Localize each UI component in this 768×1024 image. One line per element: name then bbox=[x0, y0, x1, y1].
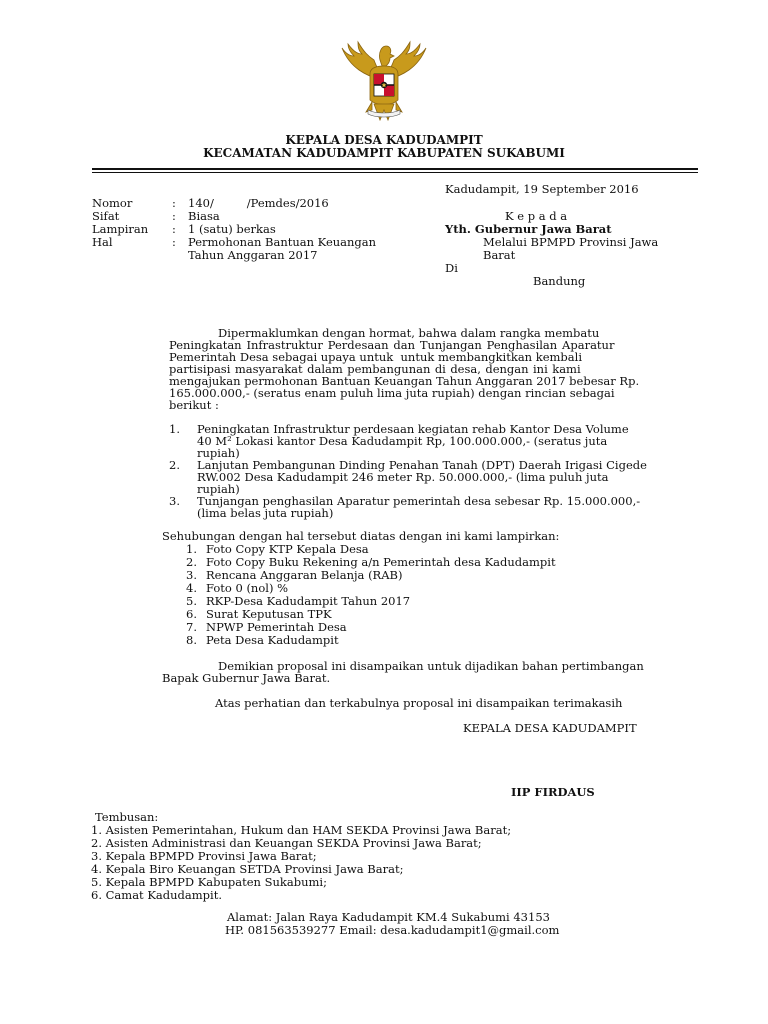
meta-colon: : bbox=[172, 209, 176, 223]
garuda-emblem bbox=[336, 40, 432, 124]
attachment-item: Foto Copy Buku Rekening a/n Pemerintah desa Kadudampit bbox=[206, 555, 556, 569]
meta-colon: : bbox=[172, 196, 176, 210]
detail-item-line: Lanjutan Pembangunan Dinding Penahan Tanah (DPT) Daerah Irigasi Cigede bbox=[197, 458, 647, 472]
meta-value-lampiran: 1 (satu) berkas bbox=[188, 222, 276, 236]
meta-value-sifat: Biasa bbox=[188, 209, 220, 223]
attachment-item: Rencana Anggaran Belanja (RAB) bbox=[206, 568, 403, 582]
letterhead-title: KEPALA DESA KADUDAMPIT bbox=[285, 133, 483, 147]
recipient-via-line2: Barat bbox=[483, 248, 516, 262]
detail-item-line: rupiah) bbox=[197, 482, 240, 496]
detail-item-line: Peningkatan Infrastruktur perdesaan kegiatan rehab Kantor Desa Volume bbox=[197, 422, 629, 436]
attachment-item: NPWP Pemerintah Desa bbox=[206, 620, 347, 634]
closing-line: Bapak Gubernur Jawa Barat. bbox=[162, 671, 331, 685]
footer-contact: HP. 081563539277 Email: desa.kadudampit1@gmail.com bbox=[225, 923, 560, 937]
tembusan-item: 5. Kepala BPMPD Kabupaten Sukabumi; bbox=[91, 875, 327, 889]
detail-number: 2. bbox=[169, 458, 180, 472]
recipient-yth: Yth. Gubernur Jawa Barat bbox=[445, 222, 612, 236]
tembusan-item: 4. Kepala Biro Keuangan SETDA Provinsi Jawa Barat; bbox=[91, 862, 404, 876]
recipient-di: Di bbox=[445, 261, 458, 275]
meta-label-lampiran: Lampiran bbox=[92, 222, 149, 236]
attachment-item: Surat Keputusan TPK bbox=[206, 607, 332, 621]
attachments-intro: Sehubungan dengan hal tersebut diatas dengan ini kami lampirkan: bbox=[162, 529, 560, 543]
letterhead-rule-thin bbox=[92, 172, 698, 173]
recipient-kepada: K e p a d a bbox=[505, 209, 568, 223]
attachment-number: 3. bbox=[186, 568, 197, 582]
detail-item-line: rupiah) bbox=[197, 446, 240, 460]
body-paragraph-line: Dipermaklumkan dengan hormat, bahwa dalam rangka membatu bbox=[218, 326, 600, 340]
detail-number: 3. bbox=[169, 494, 180, 508]
place-date: Kadudampit, 19 September 2016 bbox=[445, 182, 639, 196]
letterhead-subtitle: KECAMATAN KADUDAMPIT KABUPATEN SUKABUMI bbox=[203, 146, 565, 160]
body-paragraph-line: 165.000.000,- (seratus enam puluh lima juta rupiah) dengan rincian sebagai bbox=[169, 386, 615, 400]
detail-item-line: (lima belas juta rupiah) bbox=[197, 506, 334, 520]
body-paragraph-line: berikut : bbox=[169, 398, 219, 412]
body-paragraph-line: mengajukan permohonan Bantuan Keuangan Tahun Anggaran 2017 bebesar Rp. bbox=[169, 374, 640, 388]
meta-value-hal: Permohonan Bantuan Keuangan bbox=[188, 235, 377, 249]
tembusan-item: 3. Kepala BPMPD Provinsi Jawa Barat; bbox=[91, 849, 317, 863]
recipient-via: Melalui BPMPD Provinsi Jawa bbox=[483, 235, 659, 249]
meta-colon: : bbox=[172, 222, 176, 236]
detail-item-line: RW.002 Desa Kadudampit 246 meter Rp. 50.000.000,- (lima puluh juta bbox=[197, 470, 609, 484]
body-paragraph-line: Pemerintah Desa sebagai upaya untuk untuk membangkitkan kembali bbox=[169, 350, 583, 364]
body-paragraph-line: partisipasi masyarakat dalam pembangunan di desa, dengan ini kami bbox=[169, 362, 581, 376]
tembusan-item: 6. Camat Kadudampit. bbox=[91, 888, 222, 902]
meta-value-hal-line2: Tahun Anggaran 2017 bbox=[188, 248, 318, 262]
detail-number: 1. bbox=[169, 422, 180, 436]
meta-label-sifat: Sifat bbox=[92, 209, 120, 223]
attachment-number: 7. bbox=[186, 620, 197, 634]
attachment-item: Peta Desa Kadudampit bbox=[206, 633, 339, 647]
recipient-city: Bandung bbox=[533, 274, 586, 288]
attachment-number: 4. bbox=[186, 581, 197, 595]
attachment-number: 1. bbox=[186, 542, 197, 556]
attachment-number: 5. bbox=[186, 594, 197, 608]
attachment-number: 2. bbox=[186, 555, 197, 569]
meta-label-nomor: Nomor bbox=[92, 196, 133, 210]
body-paragraph-line: Peningkatan Infrastruktur Perdesaan dan Tunjangan Penghasilan Aparatur bbox=[169, 338, 615, 352]
attachment-item: RKP-Desa Kadudampit Tahun 2017 bbox=[206, 594, 411, 608]
detail-item-line: Tunjangan penghasilan Aparatur pemerintah desa sebesar Rp. 15.000.000,- bbox=[197, 494, 641, 508]
tembusan-item: 2. Asisten Administrasi dan Keuangan SEKDA Provinsi Jawa Barat; bbox=[91, 836, 482, 850]
attachment-number: 8. bbox=[186, 633, 197, 647]
thanks-line: Atas perhatian dan terkabulnya proposal ini disampaikan terimakasih bbox=[215, 696, 623, 710]
meta-label-hal: Hal bbox=[92, 235, 113, 249]
signature-name: IIP FIRDAUS bbox=[511, 785, 595, 799]
attachment-item: Foto Copy KTP Kepala Desa bbox=[206, 542, 369, 556]
letterhead-rule bbox=[92, 168, 698, 170]
meta-value-nomor: 140/ /Pemdes/2016 bbox=[188, 196, 329, 210]
detail-item-line: 40 M² Lokasi kantor Desa Kadudampit Rp, 100.000.000,- (seratus juta bbox=[197, 434, 608, 448]
attachment-number: 6. bbox=[186, 607, 197, 621]
signature-title: KEPALA DESA KADUDAMPIT bbox=[463, 721, 637, 735]
tembusan-item: 1. Asisten Pemerintahan, Hukum dan HAM SEKDA Provinsi Jawa Barat; bbox=[91, 823, 512, 837]
meta-colon: : bbox=[172, 235, 176, 249]
attachment-item: Foto 0 (nol) % bbox=[206, 581, 289, 595]
tembusan-heading: Tembusan: bbox=[95, 810, 159, 824]
closing-line: Demikian proposal ini disampaikan untuk dijadikan bahan pertimbangan bbox=[218, 659, 644, 673]
footer-address: Alamat: Jalan Raya Kadudampit KM.4 Sukabumi 43153 bbox=[227, 910, 550, 924]
